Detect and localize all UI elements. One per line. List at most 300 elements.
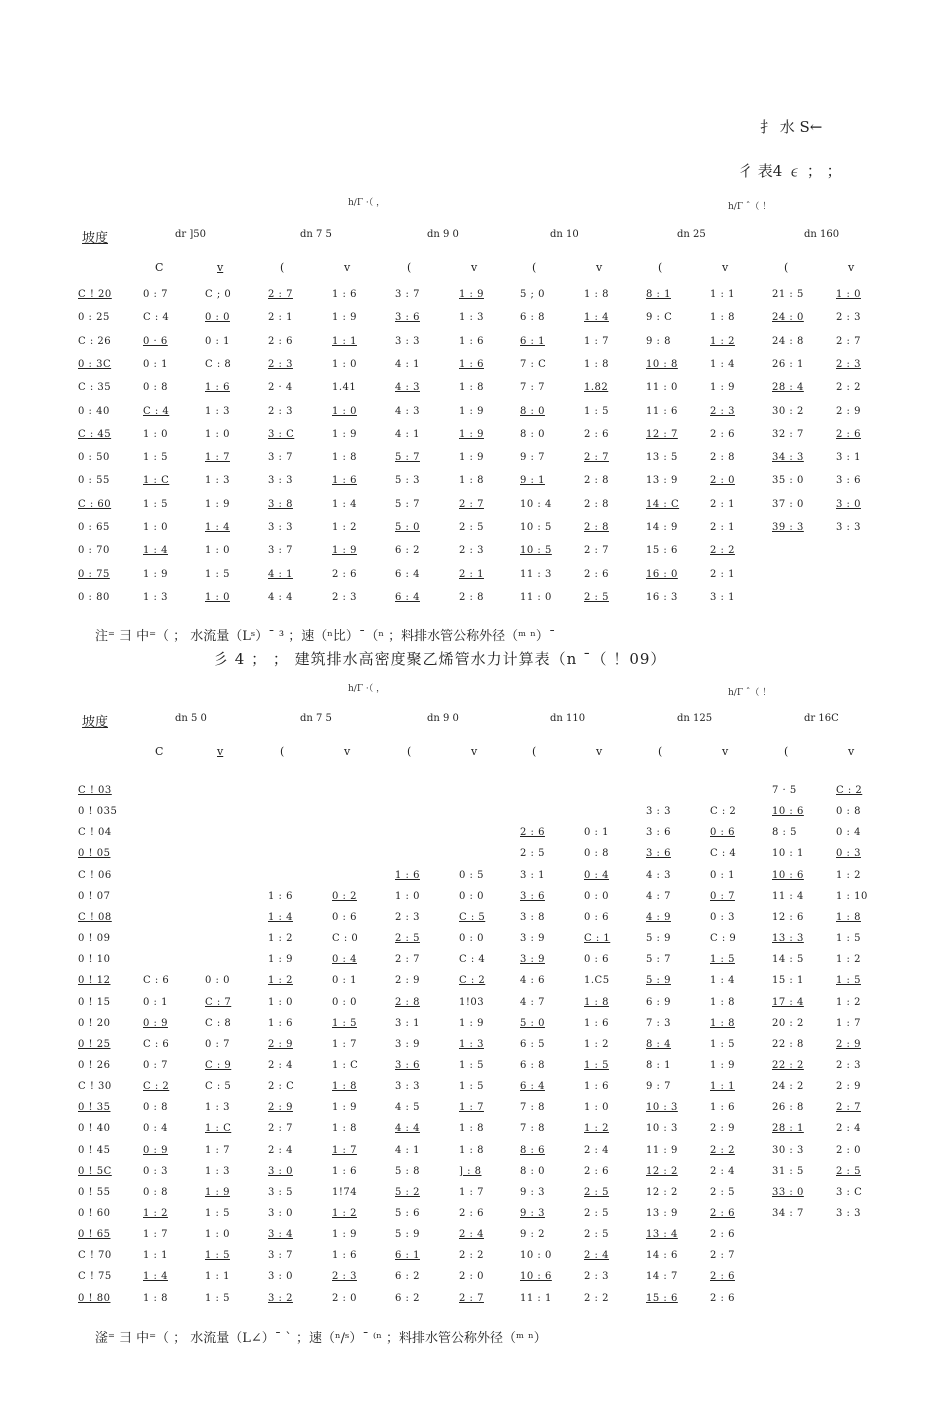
table-cell: 5 : 8	[395, 1165, 420, 1177]
table-cell: 0 ! 45	[78, 1144, 111, 1156]
table-2-title: 彡 4 ； ； 建筑排水高密度聚乙烯管水力计算表（n ˉ（ ！09）	[213, 650, 667, 668]
table-cell: 1 : 6	[459, 358, 484, 370]
table-cell: 1 : 2	[143, 1208, 168, 1219]
table-cell: 3 : 0	[836, 498, 861, 510]
table-cell: 5 : 7	[395, 498, 420, 510]
table-cell: 3 : 0	[268, 1165, 293, 1177]
hc-left-2: h∕Γ ·（ ，	[348, 684, 386, 694]
column-header: dn 110	[550, 713, 586, 724]
table-cell: 2 : 3	[459, 545, 484, 557]
table-cell: 3 : C	[836, 1186, 863, 1198]
table-cell: 5 : 9	[646, 933, 671, 945]
table-cell: 1 : 4	[143, 545, 168, 557]
table-cell: 4 : 9	[646, 911, 671, 923]
table-cell: 2 : 3	[836, 312, 861, 324]
table-cell: 6 : 9	[646, 996, 671, 1008]
table-cell: 1 : 9	[459, 289, 484, 300]
table-cell: 8 : 0	[520, 405, 545, 417]
table-cell: C : 8	[205, 358, 232, 370]
table-cell: C ! 75	[78, 1271, 112, 1283]
table-cell: 1 : 4	[710, 975, 735, 987]
table-cell: 1.C5	[584, 975, 610, 987]
table-cell: 2 : 7	[268, 289, 293, 300]
table-cell: 26 : 1	[772, 358, 804, 370]
table-cell: 2 : 4	[584, 1144, 609, 1156]
table-cell: 1 : 3	[205, 405, 230, 417]
table-cell: 1 : 1	[710, 289, 735, 300]
table-cell: 0 ! 035	[78, 806, 118, 818]
table-cell: 2 : 3	[268, 358, 293, 370]
table-cell: 12 : 6	[772, 911, 804, 923]
table-cell: 6 : 2	[395, 1292, 420, 1304]
table-cell: 2 : 0	[710, 475, 735, 487]
table-cell: 1 : 7	[143, 1229, 168, 1241]
table-cell: 2 : 5	[395, 933, 420, 945]
table-cell: 6 : 4	[395, 591, 420, 603]
sub-header: v	[596, 745, 603, 758]
table-cell: 11 : 0	[520, 591, 552, 603]
table-cell: 0 : 65	[78, 522, 110, 533]
table-cell: 17 : 4	[772, 996, 804, 1008]
table-cell: 0 : 6	[710, 827, 735, 839]
table-cell: 10 : 6	[772, 869, 804, 881]
table-cell: 1 : 8	[710, 312, 735, 324]
table-cell: 3 : 0	[268, 1208, 293, 1219]
table-cell: 8 : 6	[520, 1144, 545, 1156]
sub-header: (	[532, 261, 537, 274]
table-cell: 1.82	[584, 382, 609, 394]
table-cell: 1 : 6	[459, 335, 484, 347]
table-cell: 1 : 8	[459, 1123, 484, 1135]
table-cell: C : 7	[205, 996, 232, 1008]
table-cell: C : 6	[143, 1038, 170, 1050]
table-cell: 1 : 2	[268, 933, 293, 945]
table-cell: 1 : 5	[205, 1292, 230, 1304]
table-cell: 1 : 0	[143, 428, 168, 440]
table-cell: 1 : 0	[395, 890, 420, 902]
table-cell: 0 ! 65	[78, 1229, 111, 1241]
table-cell: 5 ; 0	[520, 289, 545, 300]
table-cell: C ! 03	[78, 785, 112, 796]
table-cell: C : 2	[710, 806, 737, 818]
hc-right-1: h∕Γ ˆ（ ！	[728, 202, 772, 212]
table-cell: C : 35	[78, 382, 112, 394]
table-cell: 1 : 0	[836, 289, 861, 300]
table-cell: 1 : C	[332, 1059, 359, 1071]
table-cell: 1 : 2	[836, 954, 861, 966]
table-cell: 5 : 9	[646, 975, 671, 987]
table-cell: 1 : 5	[459, 1059, 484, 1071]
table-cell: 4 : 5	[395, 1102, 420, 1114]
table-cell: 1 : 5	[143, 498, 168, 510]
table-cell: 3 : 9	[520, 933, 545, 945]
table-cell: 1 : 7	[205, 1144, 230, 1156]
table-cell: C : 45	[78, 428, 112, 440]
table-cell: 2 : 7	[836, 335, 861, 347]
table-cell: 10 : 3	[646, 1102, 678, 1114]
table-cell: 3 : 9	[520, 954, 545, 966]
table-cell: 9 : 3	[520, 1186, 545, 1198]
column-header: dn 25	[677, 229, 706, 240]
table-cell: 9 : 2	[520, 1229, 545, 1241]
table-cell: 15 : 6	[646, 1292, 678, 1304]
table-cell: 11 : 6	[646, 405, 678, 417]
table-cell: C : 5	[205, 1081, 232, 1093]
table-cell: 3 : 6	[395, 312, 420, 324]
sub-header: (	[784, 261, 789, 274]
table-cell: 7 : 8	[520, 1102, 545, 1114]
table-cell: 4 : 3	[646, 869, 671, 881]
sub-header: (	[532, 745, 537, 758]
table-cell: 1 : 2	[332, 522, 357, 533]
sub-header: v	[722, 261, 729, 274]
table-cell: C ! 04	[78, 827, 112, 839]
table-cell: C : 0	[332, 933, 359, 945]
sub-header: C	[155, 745, 164, 758]
table-cell: 11 : 4	[772, 890, 804, 902]
table-cell: 0 : 0	[332, 996, 357, 1008]
table-cell: 3 : 3	[836, 1208, 861, 1219]
table-cell: 0 : 1	[332, 975, 357, 987]
table-cell: 1 : 9	[205, 498, 230, 510]
table-cell: 3 : 8	[520, 911, 545, 923]
table-cell: 10 : 6	[772, 806, 804, 818]
table-cell: C ! 70	[78, 1250, 112, 1262]
table-cell: 1 : 4	[332, 498, 357, 510]
table-cell: 0 · 6	[143, 335, 168, 347]
table-cell: 6 : 2	[395, 545, 420, 557]
table-cell: 1 : 1	[332, 335, 357, 347]
table-cell: 1 : 9	[332, 312, 357, 324]
table-cell: 10 : 4	[520, 498, 552, 510]
table-cell: C : 60	[78, 498, 112, 510]
table-cell: C : 4	[459, 954, 486, 966]
sub-header: v	[596, 261, 603, 274]
sub-header: v	[217, 261, 224, 274]
table-cell: 3 : 6	[520, 890, 545, 902]
table-cell: 3 : 0	[268, 1271, 293, 1283]
table-cell: 2 : 6	[710, 1271, 735, 1283]
table-cell: 4 : 1	[395, 1144, 420, 1156]
table-cell: 1 : 0	[143, 522, 168, 533]
table-cell: 0 : 6	[584, 954, 609, 966]
table-cell: 1.41	[332, 382, 357, 394]
table-cell: 1 : 8	[332, 452, 357, 464]
table-cell: 0 : 1	[205, 335, 230, 347]
table-cell: 3 : C	[268, 428, 295, 440]
sub-header: v	[848, 261, 855, 274]
table-cell: 0 ! 15	[78, 996, 111, 1008]
table-cell: 2 : C	[268, 1081, 295, 1093]
table-cell: 0 ! 20	[78, 1017, 111, 1029]
table-cell: 1 : 7	[459, 1102, 484, 1114]
table-cell: 6 : 1	[520, 335, 545, 347]
table-cell: 0 : 4	[584, 869, 609, 881]
column-header: dn 160	[804, 229, 840, 240]
table-cell: 2 : 3	[836, 1059, 861, 1071]
table-cell: 1 : 8	[836, 911, 861, 923]
table-cell: 2 : 6	[520, 827, 545, 839]
table-cell: 34 : 7	[772, 1208, 804, 1219]
table-cell: 26 : 8	[772, 1102, 804, 1114]
table-cell: 11 : 9	[646, 1144, 678, 1156]
table-cell: C ! 06	[78, 869, 112, 881]
table-cell: 22 : 8	[772, 1038, 804, 1050]
table-cell: 11 : 0	[646, 382, 678, 394]
table-cell: 3 : 5	[268, 1186, 293, 1198]
column-header: dn 9 0	[427, 713, 459, 724]
table-cell: 6 : 1	[395, 1250, 420, 1262]
header-line-2: 彳 表4 ∊ ； ；	[738, 162, 842, 180]
table-cell: 3 : 7	[268, 1250, 293, 1262]
table-cell: 3 : 1	[520, 869, 545, 881]
table-cell: 9 : 7	[520, 452, 545, 464]
table-cell: 2 : 7	[395, 954, 420, 966]
table-cell: 1 : 6	[710, 1102, 735, 1114]
table-cell: 0 : 1	[143, 996, 168, 1008]
table-cell: 3 : 2	[268, 1292, 293, 1304]
table-cell: 0 : 8	[143, 382, 168, 394]
table-cell: 12 : 2	[646, 1165, 678, 1177]
table-cell: 0 : 4	[332, 954, 357, 966]
table-cell: 5 : 6	[395, 1208, 420, 1219]
table-cell: 1 : 1	[205, 1271, 230, 1283]
table-cell: 4 : 7	[520, 996, 545, 1008]
table-cell: 1 : 5	[584, 405, 609, 417]
table-cell: 0 ! 12	[78, 975, 111, 987]
table-cell: 2 : 7	[459, 1292, 484, 1304]
table-cell: 1 : 0	[332, 405, 357, 417]
table-cell: 9 : C	[646, 312, 673, 324]
table-cell: 1 : 8	[710, 1017, 735, 1029]
table-cell: 8 : 0	[520, 428, 545, 440]
slope-header-2: 坡度	[82, 715, 109, 730]
column-header: dr 16C	[804, 713, 839, 724]
table-cell: 24 : 8	[772, 335, 804, 347]
table-cell: 2 : 8	[584, 522, 609, 533]
table-cell: 0 : 1	[584, 827, 609, 839]
table-cell: 2 : 7	[710, 1250, 735, 1262]
table-cell: 1 : 8	[332, 1123, 357, 1135]
sub-header: C	[155, 261, 164, 274]
table-cell: 1 : 9	[332, 545, 357, 557]
table-cell: 12 : 7	[646, 428, 678, 440]
table-cell: 3 : 4	[268, 1229, 293, 1241]
table-cell: 2 : 5	[584, 1208, 609, 1219]
table-cell: 0 : 55	[78, 475, 110, 487]
table-cell: 1 : 0	[332, 358, 357, 370]
table-cell: 1 : 9	[710, 382, 735, 394]
table-cell: 0 : 4	[143, 1123, 168, 1135]
table-cell: 4 : 4	[395, 1123, 420, 1135]
table-cell: 0 : 1	[143, 358, 168, 370]
sub-header: (	[407, 261, 412, 274]
table-cell: 0 ! 60	[78, 1208, 111, 1219]
table-cell: 11 : 3	[520, 568, 552, 580]
table-cell: 3 : 6	[836, 475, 861, 487]
table-cell: 0 : 0	[205, 312, 230, 324]
table-cell: 2 : 6	[584, 568, 609, 580]
table-cell: C : 9	[205, 1059, 232, 1071]
table-cell: C ! 30	[78, 1081, 112, 1093]
table-cell: 0 : 4	[836, 827, 861, 839]
table-cell: 4 : 7	[646, 890, 671, 902]
table-cell: 4 : 1	[395, 358, 420, 370]
table-cell: 0 : 3	[710, 911, 735, 923]
table-cell: 2 : 8	[584, 498, 609, 510]
table-cell: 1 : 3	[143, 591, 168, 603]
table-cell: 13 : 9	[646, 1208, 678, 1219]
table-cell: 1 : 9	[710, 1059, 735, 1071]
table-cell: 1 : 6	[584, 1017, 609, 1029]
table-cell: 0 ! 5C	[78, 1165, 112, 1177]
table-cell: 28 : 4	[772, 382, 804, 394]
table-cell: 22 : 2	[772, 1059, 804, 1071]
column-header: dn 10	[550, 229, 579, 240]
table-cell: 2 : 8	[584, 475, 609, 487]
table-cell: 9 : 3	[520, 1208, 545, 1219]
table-cell: 15 : 6	[646, 545, 678, 557]
table-cell: 2 : 5	[710, 1186, 735, 1198]
table-cell: 1 : 4	[205, 522, 230, 533]
table-cell: 31 : 5	[772, 1165, 804, 1177]
table-cell: 1 : 4	[710, 358, 735, 370]
table-cell: 3 : 6	[646, 848, 671, 860]
table-cell: 0 : 6	[584, 911, 609, 923]
table-cell: C : 9	[710, 933, 737, 945]
table-cell: 9 : 7	[646, 1081, 671, 1093]
table-cell: 1 : 8	[584, 996, 609, 1008]
table-cell: 1 : 10	[836, 890, 868, 902]
table-cell: 3 : 6	[646, 827, 671, 839]
table-cell: 2 : 9	[836, 1038, 861, 1050]
table-cell: 1 : 6	[395, 869, 420, 881]
sub-header: v	[848, 745, 855, 758]
table-cell: 2 : 0	[332, 1292, 357, 1304]
table-cell: 7 : 8	[520, 1123, 545, 1135]
sub-header: v	[217, 745, 224, 758]
table-cell: 3 : 3	[646, 806, 671, 818]
table-cell: 6 : 4	[520, 1081, 545, 1093]
table-cell: 1 : 8	[584, 289, 609, 300]
table-cell: 0 : 50	[78, 452, 110, 464]
table-cell: 5 : 2	[395, 1186, 420, 1198]
table-cell: 0 : 40	[78, 405, 110, 417]
table-cell: 2 : 5	[584, 591, 609, 603]
column-header: dr ]50	[175, 229, 206, 240]
table-cell: 2 : 9	[836, 405, 861, 417]
table-cell: 3 : 7	[268, 545, 293, 557]
table-cell: 2 : 9	[710, 1123, 735, 1135]
sub-header: v	[471, 745, 478, 758]
table-cell: 7 : 7	[520, 382, 545, 394]
table-cell: 1 : 3	[459, 1038, 484, 1050]
table-cell: 2 : 1	[710, 522, 735, 533]
table-cell: 2 : 7	[459, 498, 484, 510]
table-cell: 3 : 3	[268, 522, 293, 533]
table-cell: 2 : 7	[268, 1123, 293, 1135]
table-cell: 1 : 9	[332, 1229, 357, 1241]
table-cell: 3 : 1	[836, 452, 861, 464]
table-cell: 1 : 3	[459, 312, 484, 324]
table-cell: 1 : 5	[710, 954, 735, 966]
table-cell: 2 : 5	[520, 848, 545, 860]
sub-header: (	[280, 745, 285, 758]
table-cell: 2 : 9	[268, 1102, 293, 1114]
table-cell: 6 : 4	[395, 568, 420, 580]
table-cell: 32 : 7	[772, 428, 804, 440]
table-cell: 1 : 3	[205, 475, 230, 487]
table-cell: 14 : C	[646, 498, 680, 510]
table-cell: 24 : 2	[772, 1081, 804, 1093]
table-cell: 2 · 4	[268, 382, 293, 394]
table-cell: 0 : 25	[78, 312, 110, 324]
table-cell: 0 ! 80	[78, 1292, 111, 1304]
table-cell: 30 : 3	[772, 1144, 804, 1156]
table-cell: 1 : 8	[584, 358, 609, 370]
table-cell: 5 : 7	[395, 452, 420, 464]
table-cell: 2 : 6	[332, 568, 357, 580]
table-cell: 0 : 1	[710, 869, 735, 881]
table-cell: 8 : 5	[772, 827, 797, 839]
table-cell: 3 : 1	[395, 1017, 420, 1029]
table-cell: 1 : 5	[332, 1017, 357, 1029]
table-cell: 1 : 6	[332, 289, 357, 300]
table-cell: C ! 08	[78, 911, 112, 923]
table-cell: 2 : 0	[459, 1271, 484, 1283]
table-cell: 1 : 6	[332, 475, 357, 487]
table-cell: 1 : 7	[332, 1038, 357, 1050]
table-cell: C : 4	[143, 312, 170, 324]
table-cell: 0 : 0	[459, 933, 484, 945]
header-line-1: 扌 水 S←	[760, 118, 823, 136]
table-cell: 2 : 4	[836, 1123, 861, 1135]
table-cell: 2 : 6	[459, 1208, 484, 1219]
table-cell: 2 : 4	[710, 1165, 735, 1177]
table-cell: 1 : 0	[205, 428, 230, 440]
table-cell: 5 : 0	[395, 522, 420, 533]
table-cell: 16 : 0	[646, 568, 678, 580]
table-cell: 1 : 9	[268, 954, 293, 966]
table-cell: 21 : 5	[772, 289, 804, 300]
table-cell: 1 : 3	[205, 1102, 230, 1114]
table-cell: 14 : 7	[646, 1271, 678, 1283]
sub-header: v	[344, 261, 351, 274]
table-cell: 1 : 4	[268, 911, 293, 923]
table-cell: 2 : 2	[459, 1250, 484, 1262]
table-cell: 2 : 7	[584, 545, 609, 557]
table-cell: 1 : 5	[143, 452, 168, 464]
table-cell: 1 : 7	[332, 1144, 357, 1156]
table-cell: 0 : 9	[143, 1017, 168, 1029]
table-cell: 13 : 4	[646, 1229, 678, 1241]
table-cell: 1 : 2	[710, 335, 735, 347]
table-cell: 1 : 2	[332, 1208, 357, 1219]
table-cell: 1 : 6	[332, 1250, 357, 1262]
table-cell: 0 : 9	[143, 1144, 168, 1156]
table-cell: 1 : 9	[459, 1017, 484, 1029]
column-header: dn 7 5	[300, 229, 332, 240]
table-cell: 0 : 2	[332, 890, 357, 902]
table-cell: 7 · 5	[772, 785, 797, 796]
table-cell: 3 : 3	[836, 522, 861, 533]
table-cell: 7 : 3	[646, 1017, 671, 1029]
hc-right-2: h∕Γ ˆ（ ！	[728, 688, 772, 698]
table-cell: 1 : 7	[459, 1186, 484, 1198]
table-cell: 0 ! 40	[78, 1123, 111, 1135]
table-cell: 2 : 4	[584, 1250, 609, 1262]
table-cell: 2 : 5	[836, 1165, 861, 1177]
